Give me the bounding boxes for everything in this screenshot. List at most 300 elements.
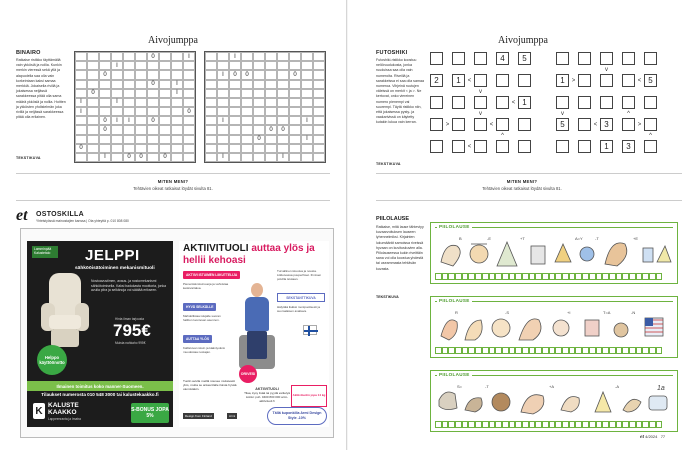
binairo-cell[interactable]: 0 — [87, 89, 99, 98]
answer-box[interactable] — [455, 273, 462, 280]
answer-box[interactable] — [529, 347, 536, 354]
discount-coupon[interactable]: Tällä kuponkilla Armi Design Style -10% — [267, 407, 327, 425]
answer-box[interactable] — [649, 273, 656, 280]
binairo-cell[interactable] — [183, 125, 195, 134]
binairo-cell[interactable] — [135, 144, 147, 153]
answer-box[interactable] — [616, 347, 623, 354]
binairo-cell[interactable] — [159, 116, 171, 125]
answer-box[interactable] — [656, 421, 663, 428]
answer-box[interactable] — [495, 421, 502, 428]
binairo-cell[interactable]: 0 — [99, 70, 111, 79]
kaluste-kaakko-ad[interactable] — [27, 241, 173, 427]
binairo-cell[interactable]: I — [301, 135, 313, 144]
answer-boxes-2[interactable] — [435, 347, 662, 354]
answer-box[interactable] — [489, 273, 496, 280]
binairo-cell[interactable] — [277, 116, 289, 125]
binairo-cell[interactable] — [289, 153, 301, 162]
binairo-cell[interactable] — [217, 107, 229, 116]
binairo-cell[interactable] — [87, 125, 99, 134]
binairo-cell[interactable]: 0 — [253, 135, 265, 144]
answer-box[interactable] — [475, 421, 482, 428]
binairo-cell[interactable]: I — [217, 153, 229, 162]
binairo-cell[interactable]: 0 — [241, 70, 253, 79]
binairo-cell[interactable] — [205, 135, 217, 144]
binairo-cell[interactable] — [87, 107, 99, 116]
binairo-cell[interactable] — [205, 80, 217, 89]
binairo-cell[interactable]: 0 — [159, 153, 171, 162]
binairo-cell[interactable] — [171, 116, 183, 125]
binairo-cell[interactable] — [171, 70, 183, 79]
binairo-cell[interactable] — [301, 80, 313, 89]
binairo-cell[interactable] — [87, 70, 99, 79]
futoshiki-cell[interactable] — [622, 96, 635, 109]
futoshiki-cell[interactable] — [622, 118, 635, 131]
binairo-cell[interactable] — [111, 135, 123, 144]
binairo-cell[interactable] — [229, 125, 241, 134]
futoshiki-cell[interactable] — [430, 96, 443, 109]
binairo-cell[interactable]: 0 — [183, 107, 195, 116]
binairo-cell[interactable] — [147, 70, 159, 79]
answer-box[interactable] — [455, 347, 462, 354]
answer-box[interactable] — [629, 421, 636, 428]
binairo-cell[interactable] — [301, 107, 313, 116]
binairo-cell[interactable] — [277, 144, 289, 153]
binairo-cell[interactable] — [183, 116, 195, 125]
binairo-cell[interactable] — [183, 70, 195, 79]
answer-box[interactable] — [589, 347, 596, 354]
futoshiki-cell[interactable] — [474, 118, 487, 131]
answer-box[interactable] — [656, 273, 663, 280]
binairo-cell[interactable] — [217, 61, 229, 70]
piilolause-panel-2[interactable] — [430, 296, 678, 358]
binairo-cell[interactable] — [123, 80, 135, 89]
binairo-cell[interactable] — [123, 125, 135, 134]
answer-box[interactable] — [509, 347, 516, 354]
binairo-cell[interactable] — [135, 61, 147, 70]
binairo-cell[interactable] — [253, 80, 265, 89]
futoshiki-cell[interactable] — [644, 118, 657, 131]
binairo-cell[interactable] — [301, 98, 313, 107]
binairo-cell[interactable] — [289, 98, 301, 107]
futoshiki-cell[interactable] — [578, 96, 591, 109]
binairo-cell[interactable] — [265, 70, 277, 79]
binairo-cell[interactable] — [75, 135, 87, 144]
answer-box[interactable] — [642, 421, 649, 428]
answer-box[interactable] — [522, 421, 529, 428]
binairo-cell[interactable] — [171, 61, 183, 70]
futoshiki-cell[interactable]: 1 — [452, 74, 465, 87]
answer-box[interactable] — [435, 347, 442, 354]
binairo-cell[interactable] — [217, 80, 229, 89]
binairo-cell[interactable] — [99, 135, 111, 144]
binairo-cell[interactable] — [265, 98, 277, 107]
binairo-cell[interactable] — [183, 80, 195, 89]
answer-box[interactable] — [602, 347, 609, 354]
answer-box[interactable] — [609, 273, 616, 280]
binairo-cell[interactable] — [159, 98, 171, 107]
answer-box[interactable] — [555, 273, 562, 280]
binairo-cell[interactable] — [135, 70, 147, 79]
answer-box[interactable] — [656, 347, 663, 354]
futoshiki-cell[interactable]: 3 — [622, 140, 635, 153]
answer-box[interactable] — [575, 347, 582, 354]
answer-box[interactable] — [569, 273, 576, 280]
futoshiki-cell[interactable] — [452, 52, 465, 65]
answer-box[interactable] — [569, 347, 576, 354]
aktiivituoli-ad[interactable] — [179, 241, 329, 427]
answer-box[interactable] — [555, 347, 562, 354]
binairo-cell[interactable] — [123, 98, 135, 107]
binairo-cell[interactable] — [159, 135, 171, 144]
binairo-cell[interactable] — [87, 116, 99, 125]
answer-box[interactable] — [589, 273, 596, 280]
binairo-cell[interactable] — [135, 135, 147, 144]
answer-box[interactable] — [629, 273, 636, 280]
answer-box[interactable] — [515, 273, 522, 280]
binairo-cell[interactable] — [205, 98, 217, 107]
answer-box[interactable] — [636, 347, 643, 354]
answer-box[interactable] — [475, 273, 482, 280]
answer-box[interactable] — [575, 421, 582, 428]
futoshiki-cell[interactable] — [600, 74, 613, 87]
binairo-cell[interactable] — [301, 125, 313, 134]
answer-box[interactable] — [636, 421, 643, 428]
answer-box[interactable] — [542, 273, 549, 280]
binairo-cell[interactable] — [289, 107, 301, 116]
binairo-cell[interactable] — [289, 80, 301, 89]
binairo-cell[interactable] — [229, 80, 241, 89]
binairo-cell[interactable] — [253, 153, 265, 162]
futoshiki-cell[interactable] — [556, 52, 569, 65]
answer-box[interactable] — [549, 347, 556, 354]
binairo-cell[interactable] — [111, 70, 123, 79]
binairo-cell[interactable] — [171, 52, 183, 61]
answer-box[interactable] — [468, 273, 475, 280]
binairo-cell[interactable] — [75, 70, 87, 79]
binairo-cell[interactable]: 0 — [99, 116, 111, 125]
answer-box[interactable] — [549, 273, 556, 280]
binairo-cell[interactable] — [147, 98, 159, 107]
binairo-cell[interactable] — [241, 153, 253, 162]
binairo-cell[interactable] — [301, 70, 313, 79]
futoshiki-cell[interactable]: 5 — [644, 74, 657, 87]
answer-box[interactable] — [649, 347, 656, 354]
binairo-cell[interactable] — [87, 135, 99, 144]
binairo-grid-2[interactable] — [204, 51, 326, 163]
futoshiki-cell[interactable] — [496, 74, 509, 87]
answer-box[interactable] — [468, 421, 475, 428]
binairo-cell[interactable] — [75, 116, 87, 125]
binairo-cell[interactable]: I — [75, 98, 87, 107]
binairo-cell[interactable] — [159, 52, 171, 61]
binairo-cell[interactable] — [229, 89, 241, 98]
binairo-cell[interactable] — [75, 125, 87, 134]
binairo-cell[interactable]: I — [99, 153, 111, 162]
binairo-cell[interactable] — [313, 70, 325, 79]
binairo-cell[interactable]: I — [183, 52, 195, 61]
binairo-cell[interactable] — [241, 52, 253, 61]
binairo-cell[interactable] — [313, 125, 325, 134]
binairo-cell[interactable]: 0 — [265, 125, 277, 134]
binairo-cell[interactable] — [241, 116, 253, 125]
binairo-cell[interactable] — [111, 80, 123, 89]
binairo-cell[interactable] — [183, 135, 195, 144]
binairo-cell[interactable] — [135, 89, 147, 98]
futoshiki-cell[interactable] — [622, 52, 635, 65]
futoshiki-cell[interactable] — [578, 52, 591, 65]
binairo-cell[interactable] — [253, 116, 265, 125]
binairo-cell[interactable] — [241, 144, 253, 153]
answer-box[interactable] — [462, 421, 469, 428]
binairo-cell[interactable]: I — [171, 89, 183, 98]
binairo-cell[interactable] — [183, 153, 195, 162]
answer-box[interactable] — [549, 421, 556, 428]
futoshiki-cell[interactable] — [556, 96, 569, 109]
answer-boxes-1[interactable] — [435, 273, 662, 280]
answer-box[interactable] — [636, 273, 643, 280]
binairo-cell[interactable] — [159, 89, 171, 98]
futoshiki-cell[interactable]: 1 — [518, 96, 531, 109]
futoshiki-cell[interactable] — [600, 52, 613, 65]
binairo-cell[interactable] — [217, 52, 229, 61]
answer-box[interactable] — [535, 421, 542, 428]
binairo-cell[interactable] — [217, 98, 229, 107]
answer-box[interactable] — [616, 273, 623, 280]
answer-box[interactable] — [455, 421, 462, 428]
answer-box[interactable] — [616, 421, 623, 428]
answer-box[interactable] — [542, 421, 549, 428]
binairo-cell[interactable]: 0 — [147, 80, 159, 89]
binairo-cell[interactable] — [99, 144, 111, 153]
binairo-cell[interactable] — [229, 144, 241, 153]
answer-box[interactable] — [596, 347, 603, 354]
binairo-cell[interactable] — [313, 61, 325, 70]
binairo-cell[interactable] — [277, 89, 289, 98]
binairo-cell[interactable] — [99, 89, 111, 98]
answer-box[interactable] — [562, 421, 569, 428]
answer-box[interactable] — [596, 273, 603, 280]
binairo-cell[interactable] — [313, 153, 325, 162]
binairo-cell[interactable] — [301, 89, 313, 98]
binairo-cell[interactable] — [99, 98, 111, 107]
binairo-cell[interactable] — [135, 80, 147, 89]
binairo-cell[interactable] — [87, 144, 99, 153]
binairo-cell[interactable] — [87, 80, 99, 89]
futoshiki-cell[interactable] — [496, 118, 509, 131]
answer-box[interactable] — [562, 347, 569, 354]
futoshiki-cell[interactable] — [644, 52, 657, 65]
binairo-cell[interactable] — [171, 125, 183, 134]
piilolause-panel-1[interactable] — [430, 222, 678, 284]
answer-box[interactable] — [462, 273, 469, 280]
binairo-cell[interactable] — [147, 135, 159, 144]
binairo-cell[interactable] — [217, 89, 229, 98]
binairo-cell[interactable] — [217, 125, 229, 134]
binairo-cell[interactable] — [123, 89, 135, 98]
binairo-cell[interactable] — [135, 116, 147, 125]
binairo-cell[interactable] — [277, 107, 289, 116]
binairo-cell[interactable] — [241, 135, 253, 144]
answer-box[interactable] — [462, 347, 469, 354]
binairo-cell[interactable] — [205, 144, 217, 153]
answer-box[interactable] — [622, 347, 629, 354]
binairo-cell[interactable] — [159, 80, 171, 89]
answer-box[interactable] — [596, 421, 603, 428]
futoshiki-puzzle-2[interactable] — [556, 52, 656, 164]
binairo-cell[interactable] — [241, 107, 253, 116]
answer-box[interactable] — [435, 421, 442, 428]
binairo-cell[interactable] — [111, 89, 123, 98]
binairo-cell[interactable] — [111, 125, 123, 134]
answer-box[interactable] — [482, 421, 489, 428]
futoshiki-cell[interactable] — [496, 96, 509, 109]
binairo-cell[interactable] — [171, 98, 183, 107]
answer-box[interactable] — [448, 347, 455, 354]
ad2-contact[interactable] — [243, 387, 291, 403]
binairo-cell[interactable] — [265, 52, 277, 61]
binairo-cell[interactable] — [265, 116, 277, 125]
binairo-cell[interactable] — [313, 144, 325, 153]
futoshiki-cell[interactable]: 4 — [496, 52, 509, 65]
binairo-cell[interactable]: I — [75, 107, 87, 116]
answer-box[interactable] — [555, 421, 562, 428]
binairo-cell[interactable] — [147, 125, 159, 134]
answer-box[interactable] — [468, 347, 475, 354]
binairo-cell[interactable] — [229, 98, 241, 107]
futoshiki-cell[interactable] — [578, 118, 591, 131]
binairo-cell[interactable]: I — [123, 116, 135, 125]
futoshiki-cell[interactable] — [496, 140, 509, 153]
answer-box[interactable] — [489, 347, 496, 354]
futoshiki-cell[interactable] — [518, 74, 531, 87]
futoshiki-cell[interactable] — [474, 52, 487, 65]
answer-box[interactable] — [602, 421, 609, 428]
answer-box[interactable] — [509, 421, 516, 428]
binairo-cell[interactable] — [205, 153, 217, 162]
binairo-cell[interactable] — [289, 89, 301, 98]
binairo-cell[interactable] — [241, 125, 253, 134]
answer-box[interactable] — [589, 421, 596, 428]
answer-box[interactable] — [642, 347, 649, 354]
binairo-cell[interactable] — [111, 107, 123, 116]
binairo-cell[interactable] — [289, 144, 301, 153]
binairo-cell[interactable]: 0 — [99, 125, 111, 134]
binairo-cell[interactable]: 0 — [123, 153, 135, 162]
binairo-cell[interactable] — [99, 52, 111, 61]
binairo-cell[interactable] — [87, 98, 99, 107]
futoshiki-cell[interactable] — [644, 96, 657, 109]
binairo-cell[interactable] — [217, 144, 229, 153]
answer-box[interactable] — [582, 421, 589, 428]
binairo-cell[interactable] — [135, 107, 147, 116]
binairo-cell[interactable] — [205, 116, 217, 125]
binairo-cell[interactable] — [205, 61, 217, 70]
answer-box[interactable] — [442, 421, 449, 428]
binairo-cell[interactable] — [123, 135, 135, 144]
order-phone[interactable]: Tilaukset numerosta 010 548 3000 tai kalustekaakko.fi — [41, 392, 159, 397]
binairo-cell[interactable] — [159, 144, 171, 153]
answer-box[interactable] — [522, 273, 529, 280]
binairo-cell[interactable] — [229, 135, 241, 144]
answer-box[interactable] — [495, 273, 502, 280]
futoshiki-cell[interactable]: 5 — [556, 118, 569, 131]
answer-box[interactable] — [582, 273, 589, 280]
answer-box[interactable] — [582, 347, 589, 354]
futoshiki-cell[interactable]: 5 — [518, 52, 531, 65]
binairo-cell[interactable] — [253, 98, 265, 107]
binairo-cell[interactable] — [229, 61, 241, 70]
binairo-cell[interactable] — [313, 116, 325, 125]
binairo-cell[interactable] — [229, 116, 241, 125]
futoshiki-cell[interactable] — [474, 96, 487, 109]
binairo-cell[interactable] — [277, 135, 289, 144]
answer-box[interactable] — [495, 347, 502, 354]
answer-box[interactable] — [622, 421, 629, 428]
binairo-cell[interactable]: 0 — [277, 125, 289, 134]
binairo-cell[interactable] — [75, 52, 87, 61]
binairo-cell[interactable] — [111, 52, 123, 61]
binairo-cell[interactable] — [301, 153, 313, 162]
binairo-cell[interactable] — [147, 144, 159, 153]
binairo-cell[interactable] — [277, 98, 289, 107]
futoshiki-puzzle-1[interactable] — [430, 52, 530, 164]
futoshiki-cell[interactable] — [430, 52, 443, 65]
binairo-cell[interactable]: I — [229, 52, 241, 61]
binairo-cell[interactable] — [289, 135, 301, 144]
binairo-cell[interactable] — [147, 61, 159, 70]
answer-box[interactable] — [609, 347, 616, 354]
binairo-cell[interactable] — [313, 80, 325, 89]
answer-box[interactable] — [502, 421, 509, 428]
binairo-cell[interactable] — [111, 144, 123, 153]
binairo-cell[interactable] — [205, 89, 217, 98]
answer-box[interactable] — [489, 421, 496, 428]
answer-box[interactable] — [569, 421, 576, 428]
binairo-cell[interactable]: I — [171, 80, 183, 89]
binairo-cell[interactable] — [265, 80, 277, 89]
binairo-cell[interactable] — [183, 89, 195, 98]
binairo-cell[interactable] — [301, 52, 313, 61]
binairo-cell[interactable] — [241, 98, 253, 107]
futoshiki-cell[interactable] — [430, 118, 443, 131]
binairo-cell[interactable] — [313, 107, 325, 116]
binairo-cell[interactable] — [183, 61, 195, 70]
futoshiki-cell[interactable] — [622, 74, 635, 87]
answer-box[interactable] — [442, 347, 449, 354]
answer-box[interactable] — [629, 347, 636, 354]
binairo-cell[interactable]: I — [277, 153, 289, 162]
answer-box[interactable] — [475, 347, 482, 354]
answer-box[interactable] — [502, 347, 509, 354]
answer-box[interactable] — [535, 273, 542, 280]
binairo-cell[interactable] — [123, 107, 135, 116]
binairo-cell[interactable] — [289, 61, 301, 70]
binairo-cell[interactable]: I — [217, 116, 229, 125]
futoshiki-cell[interactable] — [518, 140, 531, 153]
binairo-cell[interactable] — [301, 144, 313, 153]
binairo-cell[interactable] — [135, 98, 147, 107]
binairo-cell[interactable] — [183, 144, 195, 153]
binairo-cell[interactable] — [313, 52, 325, 61]
answer-box[interactable] — [482, 347, 489, 354]
binairo-cell[interactable] — [265, 153, 277, 162]
answer-box[interactable] — [529, 273, 536, 280]
binairo-cell[interactable] — [99, 61, 111, 70]
binairo-cell[interactable] — [205, 70, 217, 79]
futoshiki-cell[interactable] — [644, 140, 657, 153]
answer-box[interactable] — [448, 421, 455, 428]
binairo-cell[interactable] — [289, 125, 301, 134]
